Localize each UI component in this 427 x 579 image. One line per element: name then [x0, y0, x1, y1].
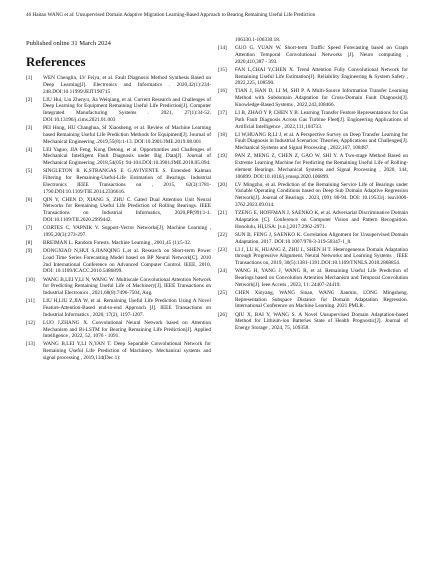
- reference-text: WANG H, YANG J, WANG R, et al. Remaining Useful Life Prediction of Bearings based on Convolution Attention Mechanism and Temporal Convolution Network[J]. Ieee Access , 2023, 11: 24407-24419.: [235, 268, 408, 288]
- reference-item: [218, 67, 408, 87]
- reference-item: [26, 320, 211, 340]
- reference-number: [7]: [26, 225, 33, 232]
- reference-text: WANG B,LEI Y,LI N,YAN T. Deep Separable Convolutional Network for Remaining Useful Life Prediction of Machinery. Mechanical systems and signal processing , 2019,134(Dec.1):: [43, 341, 211, 361]
- reference-item: [218, 247, 408, 267]
- reference-text: BREIMAN L. Random Forests. Machine Learning , 2001,45 (1):5-32.: [43, 239, 192, 246]
- reference-number: [3]: [26, 125, 33, 132]
- reference-item: [26, 97, 211, 124]
- reference-item: [26, 197, 211, 224]
- reference-text: WANG B,LEI Y,LI N, WANG W. Multiscale Convolutional Attention Network for Predicting Remaining Useful Life of Machinery[J]. IEEE Transactions on Industrial Electronics , 2021,68(8):7496-7504, Aug.: [43, 276, 211, 297]
- left-column: [26, 40, 211, 363]
- reference-number: [11]: [26, 298, 35, 305]
- reference-number: [22]: [218, 231, 227, 238]
- reference-item: [26, 248, 211, 275]
- reference-text: LEI Yaguo, JIA Feng, Kong Detong, et al. Opportunities and Challenges of Mechanical Intelligent Fault Diagnosis under Big Data[J]. Journal of Mechanical Engineering .2018,54(05): 94-104.DOI:10.3901/JME.2018.05.094.: [43, 146, 211, 167]
- reference-number: [20]: [218, 181, 227, 188]
- reference-number: [25]: [218, 289, 227, 296]
- reference-item: [218, 232, 408, 246]
- reference-number: [19]: [218, 153, 227, 160]
- reference-item: [218, 182, 408, 209]
- reference-item: [26, 225, 211, 239]
- reference-number: [12]: [26, 319, 35, 326]
- reference-text: LIU H,LIU Z,JIA W, et al. Remaining Useful Life Prediction Using A Novel Feature-Attention-Based end-to-end Approach [J]. IEEE Transactions on Industrial Informatics , 2020, 17(2), 1197-1207.: [43, 298, 211, 318]
- running-header: 46 Haitao WANG et al: Unsupervised Domain Adaptive Migration Learning-Based Approach to Bearing Remaining Useful Life Prediction: [26, 12, 316, 18]
- reference-item: [218, 290, 408, 310]
- reference-item: [26, 147, 211, 167]
- reference-text: LUO J,ZHANG X. Convolutional Neural Network based on Attention Mechanism and Bi-LSTM for Bearing Remaining Life Prediction[J]. Applied Intelligence , 2022, 52, 1076 - 1091.: [43, 319, 211, 340]
- reference-item: [218, 88, 408, 108]
- reference-item: [26, 240, 211, 247]
- reference-number: [24]: [218, 268, 227, 275]
- reference-number: [14]: [218, 45, 227, 52]
- reference-number: [23]: [218, 246, 227, 253]
- reference-item: [218, 268, 408, 288]
- reference-text: WEN Chenglin, LV Feiya, et al. Fault Diagnosis Method Synthesis Based on Deep Learning[J]. Electronics and Informatics . 2020,42(1):234-248.DOI:10.11999/JEIT190715: [43, 75, 211, 95]
- reference-number: [26]: [218, 311, 227, 318]
- reference-text: PAN Z, MENG Z, CHEN Z, GAO W, SHI Y. A Two-stage Method Based on Extreme Learning Machine for Predicting the Remaining Useful Life of Rolling-element Bearings. Mechanical Systems and Signal Processing , 2020, 144, 106899. DOI:10.1016/j.ymssp.2020.106899.: [235, 153, 408, 180]
- reference-number: [6]: [26, 196, 33, 203]
- reference-number: [9]: [26, 248, 33, 255]
- reference-continuation: 106330.1-106330.18.: [235, 37, 281, 43]
- reference-text: FAN L,CHAI Y,CHEN X. Trend Attention Fully Convolutional Network for Remaining Useful Life Estimation[J]. Reliability Engineering & System Safety , 2022,225, 108590.: [235, 66, 408, 87]
- reference-text: LIU Hui, Liu Zhenyu, Jia Weiqiang, et al. Current Research and Challenges of Deep Learning for Equipment Remaining Useful Life Prediction[J]. Computer Integrated Manufacturing Systems . 2021, 27(1):34-52. DOI:10.13196/j.cims.2021.01.003: [43, 96, 211, 123]
- reference-item: [26, 168, 211, 195]
- reference-text: LI W,HUANG R,LI J, et al. A Perspective Survey on Deep Transfer Learning for Fault Diagnosis in Industrial Scenarios: Theories, Applications and Challenges[J]. Mechanical Systems and Signal Processing , 2022,167, 108487.: [235, 131, 408, 152]
- reference-number: [8]: [26, 239, 33, 246]
- reference-text: TZENG E, HOFFMAN J, SAENKO K, et al. Adversarial Discriminative Domain Adaptation [C]. Conference on Computer Vision and Pattern Recognition. Honolulu, HI,USA: [s.n.],2017:2962-2971.: [235, 210, 408, 230]
- reference-number: [16]: [218, 88, 227, 95]
- reference-item: [218, 132, 408, 152]
- reference-item: [218, 312, 408, 332]
- reference-text: QIN Y, CHEN D, XIANG S, ZHU C. Gated Dual Attention Unit Neural Networks for Remaining Useful Life Prediction of Rolling Bearings. IEEE Transactions on Industrial Informatics, 2020,PP(99):1-1. DOI:10.1109/TII.2020.2999442.: [43, 196, 211, 223]
- reference-text: TIAN J, HAN D, LI M, SHI P. A Multi-Source Information Transfer Learning Method with Subdomain Adaptation for Cross-Domain Fault Diagnosis[J]. Knowledge-Based Systems , 2022,243,108466.: [235, 88, 408, 108]
- reference-text: PEI Hong, HU Changhua, SI Xiaosheng, et al. Review of Machine Learning based Remaining Useful Life Prediction Methods for Equipment[J]. Journal of Mechanical Engineering .2019,55(8):1-13. DOI:10.3901/JME.2019.08.001: [43, 125, 211, 145]
- reference-number: [21]: [218, 210, 227, 217]
- reference-number: [13]: [26, 341, 35, 348]
- reference-number: [15]: [218, 66, 227, 73]
- reference-item: [218, 110, 408, 130]
- left-reference-list: [26, 75, 211, 362]
- reference-text: CHEN Xinyang, WANG Sinan, WANG Jianmin, LONG Mingsheng. Representation Subspace Distance for Domain Adaptation Regression. International Conference on Machine Learning. 2021 PMLR .: [235, 289, 408, 310]
- reference-number: [2]: [26, 96, 33, 103]
- reference-item: [218, 210, 408, 230]
- reference-item: [26, 341, 211, 361]
- reference-number: [5]: [26, 168, 33, 175]
- reference-number: [4]: [26, 146, 33, 153]
- publication-date: Published online 31 March 2024: [26, 40, 111, 47]
- right-reference-list: [218, 45, 408, 332]
- reference-text: QIU X, BAI Y, WANG S. A Novel Unsupervised Domain Adaptation-based Method for Lithium-ion Batteries State of Health Prognostic[J]. Journal of Energy Storage , 2024, 75, 109358.: [235, 311, 408, 332]
- reference-text: LV Mingzhu, et al. Prediction of the Remaining Service Life of Bearings under Variable Operating Conditions based on Deep Sub Domain Adaptive Regression Network[J]. Journal of Bearings . 2023, (09): 80-94. DOI: 10.19533/j. issn1000-3762.2023.09.014.: [235, 181, 408, 208]
- reference-number: [17]: [218, 110, 227, 117]
- reference-number: [10]: [26, 276, 35, 283]
- reference-text: LI J, LU K, HUANG Z, ZHU L, SHEN H T. Heterogeneous Domain Adaptation through Progressive Alignment. Neural Networks and Learning Systems , IEEE Transactions on, 2019, 30(5):1381-1391.DOI:10.1109/TNNLS.2018.2868854.: [235, 246, 408, 267]
- reference-text: SINGLETON R K,STRANGAS E G,AVIYENTE S. Extended Kalman Filtering for Remaining-Useful-Life Estimation of Bearings. Industrial Electronics IEEE Transactions on , 2015, 62(3):1781-1790.DOI:10.1109/TIE.2014.2336616.: [43, 168, 211, 195]
- reference-text: GUO G, YUAN W. Short-term Traffic Speed Forecasting based on Graph Attention Temporal Convolutional Networks [J]. Neuro computing , 2020,410,387 - 393.: [235, 45, 408, 65]
- reference-item: [26, 277, 211, 297]
- reference-text: CORTES C, VAPNIK V. Support-Vector Networks[J]. Machine Learning , 1995,20(3):273-297.: [43, 225, 211, 238]
- reference-item: [218, 153, 408, 180]
- reference-item: [26, 75, 211, 95]
- references-heading: References: [26, 55, 86, 69]
- reference-item: [26, 298, 211, 318]
- reference-text: SUN B, FENG J, SAENKO K. Correlation Alignment for Unsupervised Domain Adaptation. 2017. DOI:10.1007/978-3-319-58347-1_8.: [235, 231, 408, 245]
- right-column: [218, 37, 408, 333]
- reference-text: DONGXIAO N,HUI S,JIANQING L,et al. Research on Short-term Power Load Time Series Forecasting Model based on BP Neural Network[C]. 2010 2nd International Conference on Advanced Computer Control. IEEE, 2010. DOI: 10.1109/ICACC.2010.5486899.: [43, 248, 211, 275]
- reference-number: [1]: [26, 75, 33, 81]
- reference-item: [218, 45, 408, 65]
- reference-number: [18]: [218, 131, 227, 138]
- reference-text: LI B, ZHAO Y P, CHEN Y B. Learning Transfer Feature Representations for Gas Path Fault Diagnosis Across Gas Turbine Fleet[J]. Engineering Applications of Artificial Intelligence , 2022,111,104733.: [235, 110, 408, 130]
- reference-item: [26, 125, 211, 145]
